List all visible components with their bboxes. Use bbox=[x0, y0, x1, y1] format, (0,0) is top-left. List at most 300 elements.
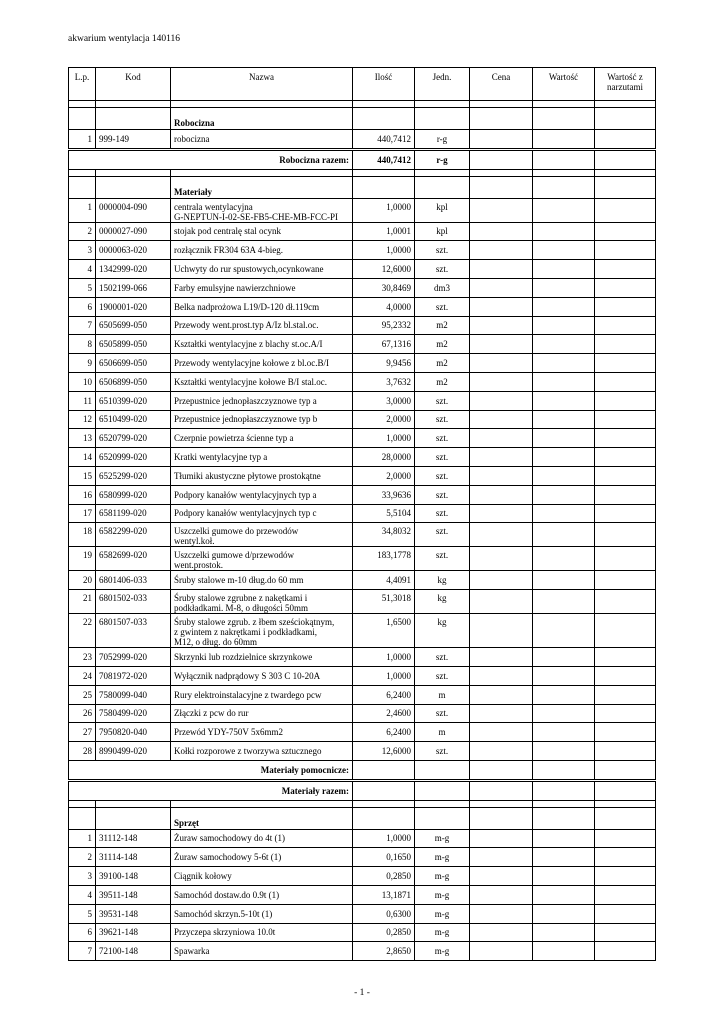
table-row bbox=[69, 372, 656, 391]
cell-nazwa: Złączki z pcw do rur bbox=[171, 704, 353, 723]
cell-lp: 7 bbox=[69, 316, 96, 335]
cell-lp: 14 bbox=[69, 448, 96, 467]
cell-kod: 6520999-020 bbox=[96, 448, 171, 467]
cell-ilosc: 30,8469 bbox=[353, 278, 415, 297]
cell-nazwa: Belka nadprożowa L19/D-120 dł.119cm bbox=[171, 297, 353, 316]
cell-ilosc: 95,2332 bbox=[353, 316, 415, 335]
cell-jedn: szt. bbox=[415, 648, 470, 667]
spacer-row bbox=[69, 800, 656, 807]
cell-wartosc-narzut bbox=[595, 297, 656, 316]
cell-kod: 1900001-020 bbox=[96, 297, 171, 316]
cell-kod: 6801406-033 bbox=[96, 571, 171, 590]
table-row bbox=[69, 297, 656, 316]
table-row bbox=[69, 648, 656, 667]
cell-kod: 6582699-020 bbox=[96, 547, 171, 571]
cell-wartosc-narzut bbox=[595, 614, 656, 648]
cell-wartosc bbox=[533, 278, 595, 297]
cell-wartosc-narzut bbox=[595, 848, 656, 867]
cell-lp: 25 bbox=[69, 685, 96, 704]
cell-jedn: m2 bbox=[415, 316, 470, 335]
cell-cena bbox=[470, 241, 533, 260]
cell-nazwa: Przyczepa skrzyniowa 10.0t bbox=[171, 923, 353, 942]
table-row bbox=[69, 547, 656, 571]
cell-kod bbox=[96, 108, 171, 130]
cell-wartosc-narzut bbox=[595, 176, 656, 198]
cell-wartosc bbox=[533, 222, 595, 241]
cell-jedn: kpl bbox=[415, 198, 470, 222]
cell-kod: 7580499-020 bbox=[96, 704, 171, 723]
cell-lp: 19 bbox=[69, 547, 96, 571]
cell-wartosc-narzut bbox=[595, 448, 656, 467]
cell-cena bbox=[470, 222, 533, 241]
spacer-row bbox=[69, 169, 656, 176]
cell-ilosc: 0,2850 bbox=[353, 867, 415, 886]
cell-lp: 18 bbox=[69, 523, 96, 547]
cell-kod: 999-149 bbox=[96, 130, 171, 150]
cell-nazwa: Przepustnice jednopłaszczyznowe typ a bbox=[171, 391, 353, 410]
cell-ilosc: 1,0000 bbox=[353, 829, 415, 848]
cell-wartosc-narzut bbox=[595, 410, 656, 429]
cell-wartosc bbox=[533, 723, 595, 742]
cell-nazwa: stojak pod centralę stal ocynk bbox=[171, 222, 353, 241]
cell-wartosc-narzut bbox=[595, 372, 656, 391]
cell-lp: 2 bbox=[69, 848, 96, 867]
table-row bbox=[69, 723, 656, 742]
cell-jedn: szt. bbox=[415, 742, 470, 761]
cell-kod: 1502199-066 bbox=[96, 278, 171, 297]
cell-ilosc: 2,8650 bbox=[353, 942, 415, 961]
summary-label: Materiały razem: bbox=[69, 780, 353, 800]
cell-lp: 20 bbox=[69, 571, 96, 590]
cell-kod: 7081972-020 bbox=[96, 666, 171, 685]
summary-label: Robocizna razem: bbox=[69, 149, 353, 169]
section-title: Sprzęt bbox=[171, 807, 353, 829]
cell-wartosc bbox=[533, 169, 595, 176]
cell-lp: 13 bbox=[69, 429, 96, 448]
cell-cena bbox=[470, 429, 533, 448]
cell-wartosc-narzut bbox=[595, 807, 656, 829]
cell-ilosc: 1,0001 bbox=[353, 222, 415, 241]
cell-lp bbox=[69, 101, 96, 108]
cell-kod: 7052999-020 bbox=[96, 648, 171, 667]
cell-wartosc-narzut bbox=[595, 466, 656, 485]
cell-kod bbox=[96, 101, 171, 108]
cell-kod: 31114-148 bbox=[96, 848, 171, 867]
cell-kod: 6505899-050 bbox=[96, 335, 171, 354]
cell-cena bbox=[470, 723, 533, 742]
header-nazwa: Nazwa bbox=[171, 68, 353, 101]
section-header-row bbox=[69, 176, 656, 198]
cell-wartosc bbox=[533, 372, 595, 391]
cell-cena bbox=[470, 278, 533, 297]
cell-cena bbox=[470, 316, 533, 335]
cell-jedn bbox=[415, 800, 470, 807]
cell-kod: 0000063-020 bbox=[96, 241, 171, 260]
cell-jedn: m-g bbox=[415, 867, 470, 886]
cell-wartosc-narzut bbox=[595, 685, 656, 704]
cell-jedn: szt. bbox=[415, 410, 470, 429]
cell-wartosc-narzut bbox=[595, 198, 656, 222]
summary-unit: r-g bbox=[415, 149, 470, 169]
cell-ilosc: 3,7632 bbox=[353, 372, 415, 391]
cell-wartosc bbox=[533, 466, 595, 485]
cell-nazwa bbox=[171, 169, 353, 176]
cell-lp: 5 bbox=[69, 904, 96, 923]
cell-wartosc-narzut bbox=[595, 504, 656, 523]
cell-ilosc: 13,1871 bbox=[353, 885, 415, 904]
cell-cena bbox=[470, 448, 533, 467]
cell-lp: 28 bbox=[69, 742, 96, 761]
cell-wartosc bbox=[533, 241, 595, 260]
cell-jedn: szt. bbox=[415, 704, 470, 723]
table-row bbox=[69, 571, 656, 590]
table-row bbox=[69, 198, 656, 222]
cell-wartosc bbox=[533, 614, 595, 648]
header-jedn: Jedn. bbox=[415, 68, 470, 101]
table-row bbox=[69, 448, 656, 467]
cell-cena bbox=[470, 942, 533, 961]
cell-wartosc-narzut bbox=[595, 429, 656, 448]
cell-nazwa: Kołki rozporowe z tworzywa sztucznego bbox=[171, 742, 353, 761]
cell-nazwa: Wyłącznik nadprądowy S 303 C 10-20A bbox=[171, 666, 353, 685]
cell-wartosc bbox=[533, 800, 595, 807]
cell-nazwa: Czerpnie powietrza ścienne typ a bbox=[171, 429, 353, 448]
cell-wartosc-narzut bbox=[595, 222, 656, 241]
cell-wartosc-narzut bbox=[595, 571, 656, 590]
cell-kod: 8990499-020 bbox=[96, 742, 171, 761]
cell-cena bbox=[470, 372, 533, 391]
table-body bbox=[69, 101, 656, 961]
cell-lp bbox=[69, 169, 96, 176]
cell-ilosc: 1,0000 bbox=[353, 241, 415, 260]
cell-wartosc-narzut bbox=[595, 108, 656, 130]
cell-ilosc: 9,9456 bbox=[353, 354, 415, 373]
cell-cena bbox=[470, 742, 533, 761]
cell-jedn: kg bbox=[415, 571, 470, 590]
table-row bbox=[69, 848, 656, 867]
cell-cena bbox=[470, 829, 533, 848]
cell-lp bbox=[69, 807, 96, 829]
cell-cena bbox=[470, 648, 533, 667]
cell-wartosc bbox=[533, 590, 595, 614]
cell-wartosc-narzut bbox=[595, 742, 656, 761]
header-kod: Kod bbox=[96, 68, 171, 101]
cell-nazwa: Przewody went.prost.typ A/Iz bl.stal.oc. bbox=[171, 316, 353, 335]
cell-lp: 16 bbox=[69, 485, 96, 504]
cell-jedn: m-g bbox=[415, 904, 470, 923]
cell-cena bbox=[470, 198, 533, 222]
cell-wartosc bbox=[533, 149, 595, 169]
cell-cena bbox=[470, 780, 533, 800]
table-row bbox=[69, 590, 656, 614]
cell-lp: 10 bbox=[69, 372, 96, 391]
cell-jedn: szt. bbox=[415, 485, 470, 504]
cell-ilosc bbox=[353, 169, 415, 176]
cell-jedn: szt. bbox=[415, 666, 470, 685]
cell-nazwa: Spawarka bbox=[171, 942, 353, 961]
cell-lp: 4 bbox=[69, 260, 96, 279]
cell-cena bbox=[470, 590, 533, 614]
cell-ilosc: 0,6300 bbox=[353, 904, 415, 923]
cell-jedn: m2 bbox=[415, 335, 470, 354]
spacer-row bbox=[69, 101, 656, 108]
cell-nazwa: Żuraw samochodowy 5-6t (1) bbox=[171, 848, 353, 867]
cell-wartosc bbox=[533, 485, 595, 504]
cell-cena bbox=[470, 704, 533, 723]
cell-wartosc bbox=[533, 335, 595, 354]
cell-jedn: dm3 bbox=[415, 278, 470, 297]
table-row bbox=[69, 222, 656, 241]
cell-wartosc-narzut bbox=[595, 904, 656, 923]
cell-ilosc: 51,3018 bbox=[353, 590, 415, 614]
cell-wartosc-narzut bbox=[595, 590, 656, 614]
cell-wartosc-narzut bbox=[595, 942, 656, 961]
cell-wartosc-narzut bbox=[595, 130, 656, 150]
cell-wartosc bbox=[533, 504, 595, 523]
cell-nazwa: Kształtki wentylacyjne kołowe B/I stal.oc. bbox=[171, 372, 353, 391]
cell-kod: 1342999-020 bbox=[96, 260, 171, 279]
cell-ilosc: 12,6000 bbox=[353, 260, 415, 279]
cell-ilosc: 6,2400 bbox=[353, 723, 415, 742]
cell-wartosc bbox=[533, 807, 595, 829]
cell-cena bbox=[470, 666, 533, 685]
cell-ilosc: 2,4600 bbox=[353, 704, 415, 723]
cell-wartosc-narzut bbox=[595, 485, 656, 504]
cell-wartosc bbox=[533, 316, 595, 335]
cell-jedn: szt. bbox=[415, 448, 470, 467]
cell-wartosc-narzut bbox=[595, 278, 656, 297]
cell-jedn: kg bbox=[415, 614, 470, 648]
cell-nazwa: Podpory kanałów wentylacyjnych typ c bbox=[171, 504, 353, 523]
cell-lp: 22 bbox=[69, 614, 96, 648]
table-row bbox=[69, 278, 656, 297]
header-ilosc: Ilość bbox=[353, 68, 415, 101]
cell-wartosc bbox=[533, 648, 595, 667]
cell-lp: 8 bbox=[69, 335, 96, 354]
cell-cena bbox=[470, 685, 533, 704]
cell-lp: 2 bbox=[69, 222, 96, 241]
cell-nazwa: Śruby stalowe zgrubne z nakętkami i podkładkami. M-8, o długości 50mm bbox=[171, 590, 353, 614]
cell-kod bbox=[96, 807, 171, 829]
cell-nazwa: Śruby stalowe m-10 dług.do 60 mm bbox=[171, 571, 353, 590]
cell-wartosc bbox=[533, 923, 595, 942]
cell-wartosc-narzut bbox=[595, 648, 656, 667]
cell-nazwa: Kształtki wentylacyjne z blachy st.oc.A/I bbox=[171, 335, 353, 354]
cell-kod: 7580099-040 bbox=[96, 685, 171, 704]
cell-wartosc-narzut bbox=[595, 923, 656, 942]
cell-cena bbox=[470, 807, 533, 829]
cell-wartosc bbox=[533, 704, 595, 723]
cell-cena bbox=[470, 391, 533, 410]
cell-ilosc: 2,0000 bbox=[353, 410, 415, 429]
cell-kod: 6801507-033 bbox=[96, 614, 171, 648]
cell-nazwa: Kratki wentylacyjne typ a bbox=[171, 448, 353, 467]
section-title: Materiały bbox=[171, 176, 353, 198]
table-row bbox=[69, 429, 656, 448]
cell-lp: 11 bbox=[69, 391, 96, 410]
cell-wartosc bbox=[533, 848, 595, 867]
cell-jedn: szt. bbox=[415, 429, 470, 448]
cell-lp: 3 bbox=[69, 241, 96, 260]
cell-nazwa: Tłumiki akustyczne płytowe prostokątne bbox=[171, 466, 353, 485]
header-wartosc: Wartość bbox=[533, 68, 595, 101]
table-row bbox=[69, 354, 656, 373]
cell-jedn: szt. bbox=[415, 260, 470, 279]
page-number: - 1 - bbox=[354, 988, 370, 998]
cell-jedn: szt. bbox=[415, 241, 470, 260]
summary-unit bbox=[415, 760, 470, 780]
cell-jedn: m-g bbox=[415, 885, 470, 904]
cell-kod bbox=[96, 169, 171, 176]
cell-ilosc: 4,0000 bbox=[353, 297, 415, 316]
cell-cena bbox=[470, 176, 533, 198]
cell-ilosc: 1,0000 bbox=[353, 666, 415, 685]
cell-nazwa: Podpory kanałów wentylacyjnych typ a bbox=[171, 485, 353, 504]
table-row bbox=[69, 316, 656, 335]
cell-jedn: kg bbox=[415, 590, 470, 614]
cell-nazwa: centrala wentylacyjna G-NEPTUN-I-02-SE-FB5-CHE-MB-FCC-PI bbox=[171, 198, 353, 222]
cell-kod: 39100-148 bbox=[96, 867, 171, 886]
cell-lp: 21 bbox=[69, 590, 96, 614]
cell-nazwa: Uszczelki gumowe d/przewodów went.prostok. bbox=[171, 547, 353, 571]
cell-ilosc: 1,0000 bbox=[353, 648, 415, 667]
cell-cena bbox=[470, 867, 533, 886]
cell-kod: 6510499-020 bbox=[96, 410, 171, 429]
cell-wartosc-narzut bbox=[595, 800, 656, 807]
cell-jedn bbox=[415, 169, 470, 176]
cell-kod: 0000027-090 bbox=[96, 222, 171, 241]
cell-wartosc bbox=[533, 198, 595, 222]
cell-lp: 26 bbox=[69, 704, 96, 723]
cell-lp: 27 bbox=[69, 723, 96, 742]
cell-ilosc: 28,0000 bbox=[353, 448, 415, 467]
cell-nazwa: Żuraw samochodowy do 4t (1) bbox=[171, 829, 353, 848]
cell-ilosc: 1,0000 bbox=[353, 198, 415, 222]
cell-ilosc: 4,4091 bbox=[353, 571, 415, 590]
cell-cena bbox=[470, 885, 533, 904]
cell-jedn: r-g bbox=[415, 130, 470, 150]
cell-wartosc-narzut bbox=[595, 391, 656, 410]
cell-wartosc-narzut bbox=[595, 780, 656, 800]
cell-cena bbox=[470, 485, 533, 504]
cell-cena bbox=[470, 614, 533, 648]
cell-nazwa: Rury elektroinstalacyjne z twardego pcw bbox=[171, 685, 353, 704]
cell-ilosc: 183,1778 bbox=[353, 547, 415, 571]
cell-cena bbox=[470, 571, 533, 590]
cell-wartosc-narzut bbox=[595, 867, 656, 886]
cell-nazwa: rozłącznik FR304 63A 4-bieg. bbox=[171, 241, 353, 260]
cell-kod: 31112-148 bbox=[96, 829, 171, 848]
cell-lp: 3 bbox=[69, 867, 96, 886]
cell-cena bbox=[470, 130, 533, 150]
cell-jedn: m bbox=[415, 685, 470, 704]
cell-cena bbox=[470, 466, 533, 485]
section-header-row bbox=[69, 108, 656, 130]
cell-cena bbox=[470, 904, 533, 923]
cell-lp: 12 bbox=[69, 410, 96, 429]
table-row bbox=[69, 685, 656, 704]
cell-wartosc-narzut bbox=[595, 169, 656, 176]
cell-wartosc bbox=[533, 666, 595, 685]
cell-wartosc bbox=[533, 523, 595, 547]
summary-qty: 440,7412 bbox=[353, 149, 415, 169]
cell-wartosc-narzut bbox=[595, 101, 656, 108]
cell-lp: 6 bbox=[69, 923, 96, 942]
cell-lp: 15 bbox=[69, 466, 96, 485]
cell-lp: 1 bbox=[69, 130, 96, 150]
cell-ilosc bbox=[353, 101, 415, 108]
cell-ilosc: 33,9636 bbox=[353, 485, 415, 504]
cell-jedn bbox=[415, 807, 470, 829]
cell-lp: 5 bbox=[69, 278, 96, 297]
cell-wartosc bbox=[533, 760, 595, 780]
cell-kod bbox=[96, 800, 171, 807]
cell-wartosc bbox=[533, 391, 595, 410]
summary-qty bbox=[353, 780, 415, 800]
cell-wartosc-narzut bbox=[595, 760, 656, 780]
cell-jedn bbox=[415, 101, 470, 108]
cell-jedn: m bbox=[415, 723, 470, 742]
cell-wartosc-narzut bbox=[595, 829, 656, 848]
cell-kod: 72100-148 bbox=[96, 942, 171, 961]
cell-cena bbox=[470, 101, 533, 108]
cell-nazwa: robocizna bbox=[171, 130, 353, 150]
cell-kod: 7950820-040 bbox=[96, 723, 171, 742]
table-row bbox=[69, 466, 656, 485]
cell-ilosc: 0,1650 bbox=[353, 848, 415, 867]
cell-lp bbox=[69, 800, 96, 807]
cell-wartosc-narzut bbox=[595, 354, 656, 373]
materialy-pomocnicze-row bbox=[69, 760, 656, 780]
cell-wartosc bbox=[533, 176, 595, 198]
cell-ilosc bbox=[353, 807, 415, 829]
cell-ilosc: 3,0000 bbox=[353, 391, 415, 410]
cell-cena bbox=[470, 547, 533, 571]
cell-ilosc: 5,5104 bbox=[353, 504, 415, 523]
cell-wartosc-narzut bbox=[595, 547, 656, 571]
cell-jedn: szt. bbox=[415, 297, 470, 316]
table-row bbox=[69, 885, 656, 904]
cell-jedn: m2 bbox=[415, 354, 470, 373]
table-row bbox=[69, 335, 656, 354]
header-wartosc-z-narzutami: Wartość z narzutami bbox=[595, 68, 656, 101]
cell-wartosc-narzut bbox=[595, 316, 656, 335]
section-header-row bbox=[69, 807, 656, 829]
cell-cena bbox=[470, 848, 533, 867]
cell-cena bbox=[470, 335, 533, 354]
cell-lp: 17 bbox=[69, 504, 96, 523]
cell-kod: 6801502-033 bbox=[96, 590, 171, 614]
cell-nazwa: Uchwyty do rur spustowych,ocynkowane bbox=[171, 260, 353, 279]
cell-kod: 0000004-090 bbox=[96, 198, 171, 222]
cell-ilosc bbox=[353, 800, 415, 807]
cell-lp: 9 bbox=[69, 354, 96, 373]
cell-cena bbox=[470, 260, 533, 279]
cell-nazwa: Uszczelki gumowe do przewodów wentyl.koł. bbox=[171, 523, 353, 547]
cell-wartosc-narzut bbox=[595, 335, 656, 354]
cell-kod bbox=[96, 176, 171, 198]
cell-wartosc-narzut bbox=[595, 241, 656, 260]
cell-nazwa: Farby emulsyjne nawierzchniowe bbox=[171, 278, 353, 297]
cell-wartosc bbox=[533, 780, 595, 800]
cost-table bbox=[68, 67, 656, 961]
cell-ilosc: 2,0000 bbox=[353, 466, 415, 485]
cell-wartosc bbox=[533, 942, 595, 961]
header-cena: Cena bbox=[470, 68, 533, 101]
cell-wartosc bbox=[533, 904, 595, 923]
cell-kod: 6510399-020 bbox=[96, 391, 171, 410]
cell-cena bbox=[470, 149, 533, 169]
